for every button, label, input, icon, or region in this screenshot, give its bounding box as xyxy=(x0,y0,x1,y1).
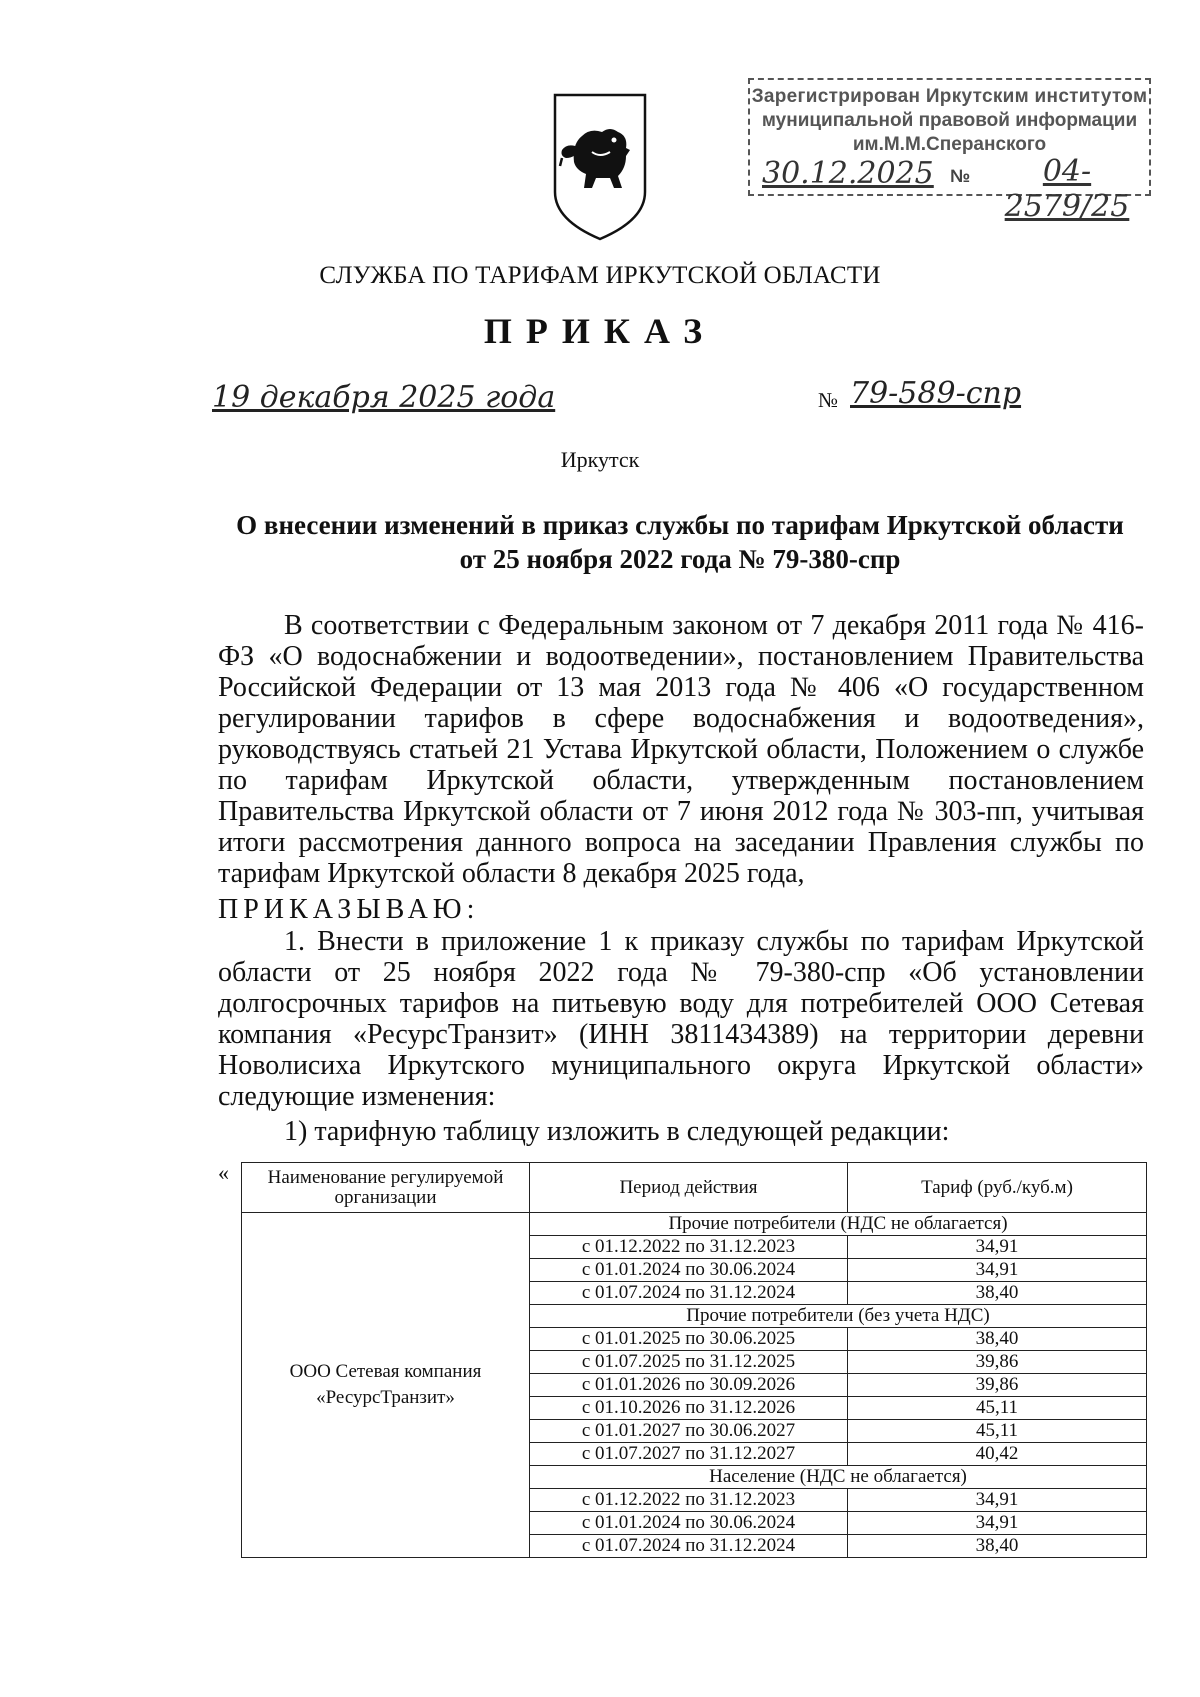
period-cell: с 01.01.2025 по 30.06.2025 xyxy=(530,1328,848,1351)
document-subject xyxy=(220,508,1140,576)
period-cell: с 01.07.2025 по 31.12.2025 xyxy=(530,1351,848,1374)
order-word: ПРИКАЗЫВАЮ: xyxy=(218,894,480,925)
table-header-row xyxy=(242,1163,1147,1213)
period-cell: с 01.01.2026 по 30.09.2026 xyxy=(530,1374,848,1397)
consumer-category: Прочие потребители (без учета НДС) xyxy=(530,1305,1147,1328)
tariff-cell: 38,40 xyxy=(848,1328,1147,1351)
subject-line-1: О внесении изменений в приказ службы по тарифам Иркутской области xyxy=(236,510,1124,540)
stamp-registration-number: 04-2579/25 xyxy=(1004,154,1130,224)
period-cell: с 01.07.2027 по 31.12.2027 xyxy=(530,1443,848,1466)
item-1-paragraph: 1. Внести в приложение 1 к приказу службы по тарифам Иркутской области от 25 ноября 2022 года № 79-380-спр «Об установлении долгосрочных тарифов на питьевую воду для потребителей ООО Сетевая компания «РесурсТранзит» (ИНН 3811434389) на территории деревни Новолисиха Иркутского муниципального округа Иркутской области» следующие изменения: xyxy=(218,926,1144,1112)
organization-cell xyxy=(242,1213,530,1558)
preamble-paragraph: В соответствии с Федеральным законом от 7 декабря 2011 года № 416-ФЗ «О водоснабжении и водоотведении», постановлением Правительства Российской Федерации от 13 мая 2013 года № 406 «О государственном регулировании тарифов в сфере водоснабжения и водоотведения», руководствуясь статьей 21 Устава Иркутской области, Положением о службе по тарифам Иркутской области, утвержденным постановлением Правительства Иркутской области от 7 июня 2012 года № 303-пп, учитывая итоги рассмотрения данного вопроса на заседании Правления службы по тарифам Иркутской области 8 декабря 2025 года, xyxy=(218,610,1144,889)
stamp-line-2: муниципальной правовой информации xyxy=(761,110,1138,131)
tariff-cell: 45,11 xyxy=(848,1397,1147,1420)
header-tariff: Тариф (руб./куб.м) xyxy=(848,1163,1147,1213)
document-number-label: № xyxy=(818,388,839,412)
subitem-1-paragraph: 1) тарифную таблицу изложить в следующей редакции: xyxy=(284,1116,950,1147)
tariff-table-body xyxy=(242,1213,1147,1558)
tariff-cell: 34,91 xyxy=(848,1489,1147,1512)
consumer-category: Население (НДС не облагается) xyxy=(530,1466,1147,1489)
tariff-cell: 38,40 xyxy=(848,1282,1147,1305)
stamp-line-3: им.М.М.Сперанского xyxy=(852,134,1047,155)
period-cell: с 01.07.2024 по 31.12.2024 xyxy=(530,1535,848,1558)
tariff-cell: 40,42 xyxy=(848,1443,1147,1466)
consumer-category: Прочие потребители (НДС не облагается) xyxy=(530,1213,1147,1236)
opening-quote-mark: « xyxy=(218,1160,229,1185)
period-cell: с 01.10.2026 по 31.12.2026 xyxy=(530,1397,848,1420)
organization-name-line-1: ООО Сетевая компания xyxy=(289,1361,482,1382)
tariff-cell: 39,86 xyxy=(848,1374,1147,1397)
table-category-row xyxy=(242,1213,1147,1236)
subject-line-2: от 25 ноября 2022 года № 79-380-спр xyxy=(459,544,901,574)
period-cell: с 01.12.2022 по 31.12.2023 xyxy=(530,1236,848,1259)
period-cell: с 01.01.2024 по 30.06.2024 xyxy=(530,1512,848,1535)
tariff-cell: 34,91 xyxy=(848,1512,1147,1535)
coat-of-arms-icon xyxy=(552,92,648,242)
registration-stamp xyxy=(748,78,1151,224)
tariff-cell: 34,91 xyxy=(848,1259,1147,1282)
period-cell: с 01.07.2024 по 31.12.2024 xyxy=(530,1282,848,1305)
stamp-number-label: № xyxy=(950,166,971,186)
tariff-cell: 39,86 xyxy=(848,1351,1147,1374)
tariff-cell: 45,11 xyxy=(848,1420,1147,1443)
city-name: Иркутск xyxy=(560,447,640,472)
header-period: Период действия xyxy=(530,1163,848,1213)
period-cell: с 01.01.2024 по 30.06.2024 xyxy=(530,1259,848,1282)
tariff-cell: 38,40 xyxy=(848,1535,1147,1558)
stamp-registration-date: 30.12.2025 xyxy=(762,156,934,191)
header-organization: Наименование регулируемой организации xyxy=(242,1163,530,1213)
document-date: 19 декабря 2025 года xyxy=(212,380,556,415)
organization-name-line-2: «РесурсТранзит» xyxy=(316,1387,455,1408)
organization-name: СЛУЖБА ПО ТАРИФАМ ИРКУТСКОЙ ОБЛАСТИ xyxy=(319,262,881,289)
tariff-cell: 34,91 xyxy=(848,1236,1147,1259)
document-type-title: ПРИКАЗ xyxy=(483,311,717,351)
tariff-table xyxy=(241,1162,1147,1558)
stamp-line-1: Зарегистрирован Иркутским институтом xyxy=(751,86,1148,107)
period-cell: с 01.01.2027 по 30.06.2027 xyxy=(530,1420,848,1443)
document-number: 79-589-спр xyxy=(850,376,1022,411)
period-cell: с 01.12.2022 по 31.12.2023 xyxy=(530,1489,848,1512)
